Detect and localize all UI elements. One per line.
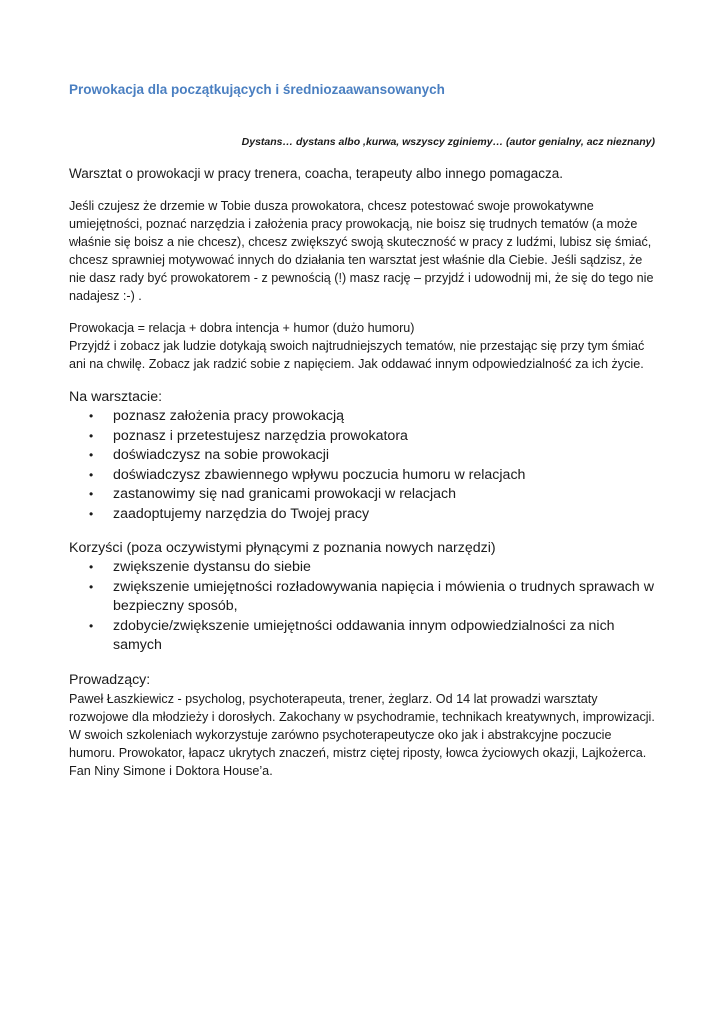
bullet-icon: •	[89, 579, 94, 594]
list-item: • poznasz i przetestujesz narzędzia prowokatora	[69, 427, 655, 447]
host-heading: Prowadzący:	[69, 671, 151, 688]
workshop-list	[69, 407, 655, 524]
bullet-icon: •	[89, 409, 94, 423]
benefits-heading: Korzyści (poza oczywistymi płynącymi z poznania nowych narzędzi)	[69, 540, 496, 556]
list-item: • zaadoptujemy narzędzia do Twojej pracy	[69, 505, 655, 525]
bullet-icon: •	[89, 428, 94, 443]
bullet-icon: •	[89, 560, 94, 574]
formula-and-invitation	[69, 319, 655, 373]
list-item: • poznasz założenia pracy prowokacją	[69, 407, 655, 427]
bullet-icon: •	[89, 448, 94, 462]
workshop-heading: Na warsztacie:	[69, 389, 163, 405]
bullet-icon: •	[89, 467, 94, 482]
description-paragraph: Jeśli czujesz że drzemie w Tobie dusza prowokatora, chcesz potestować swoje prowokatywne umiejętności, poznać narzędzia i założenia pracy prowokacją, nie boisz się trudnych tematów (a może właśnie się boisz a nie chcesz), chcesz zwiększyć swoją skuteczność w pracy z ludźmi, lubisz się śmiać, chcesz sprawniej motywować innych do działania ten warsztat jest właśnie dla Ciebie. Jeśli sądzisz, że nie dasz rady być prowokatorem - z pewnością (!) masz rację – przyjdź i udowodnij mi, że się do tego nie nadajesz :-) .	[69, 199, 654, 303]
list-item: • zwiększenie umiejętności rozładowywania napięcia i mówienia o trudnych sprawach w bezpieczny sposób,	[89, 578, 654, 614]
document-page	[69, 80, 655, 780]
list-item: • zdobycie/zwiększenie umiejętności oddawania innym odpowiedzialności za nich samych	[89, 617, 615, 653]
formula-line: Prowokacja = relacja + dobra intencja + humor (dużo humoru)	[69, 321, 415, 335]
intro-line: Warsztat o prowokacji w pracy trenera, coacha, terapeuty albo innego pomagacza.	[69, 166, 564, 181]
motto-quote: Dystans… dystans albo ,kurwa, wszyscy zginiemy… (autor genialny, acz nieznany)	[241, 136, 655, 148]
bullet-icon: •	[89, 618, 94, 633]
list-item: • zastanowimy się nad granicami prowokacji w relacjach	[69, 485, 655, 505]
list-item: • doświadczysz na sobie prowokacji	[69, 446, 655, 466]
host-bio: Paweł Łaszkiewicz - psycholog, psychoterapeuta, trener, żeglarz. Od 14 lat prowadzi warsztaty rozwojowe dla młodzieży i dorosłych. Zakochany w psychodramie, technikach kreatywnych, improwizacji. W swoich szkoleniach wykorzystuje zarówno psychoterapeutycze oko jak i abstrakcyjne poczucie humoru. Prowokator, łapacz ukrytych znaczeń, mistrz ciętej riposty, łowca życiowych okazji, Lajkożerca. Fan Niny Simone i Doktora House’a.	[69, 691, 655, 778]
list-item: • doświadczysz zbawiennego wpływu poczucia humoru w relacjach	[69, 466, 655, 486]
list-item: • zwiększenie dystansu do siebie	[69, 558, 655, 578]
bullet-icon: •	[89, 487, 94, 501]
bullet-icon: •	[89, 506, 94, 521]
benefits-list	[69, 558, 655, 656]
invitation-paragraph: Przyjdź i zobacz jak ludzie dotykają swoich najtrudniejszych tematów, nie przestając się przy tym śmiać ani na chwilę. Zobacz jak radzić sobie z napięciem. Jak oddawać innym odpowiedzialność za ich życie.	[69, 339, 645, 371]
document-title: Prowokacja dla początkujących i średniozaawansowanych	[69, 82, 445, 97]
